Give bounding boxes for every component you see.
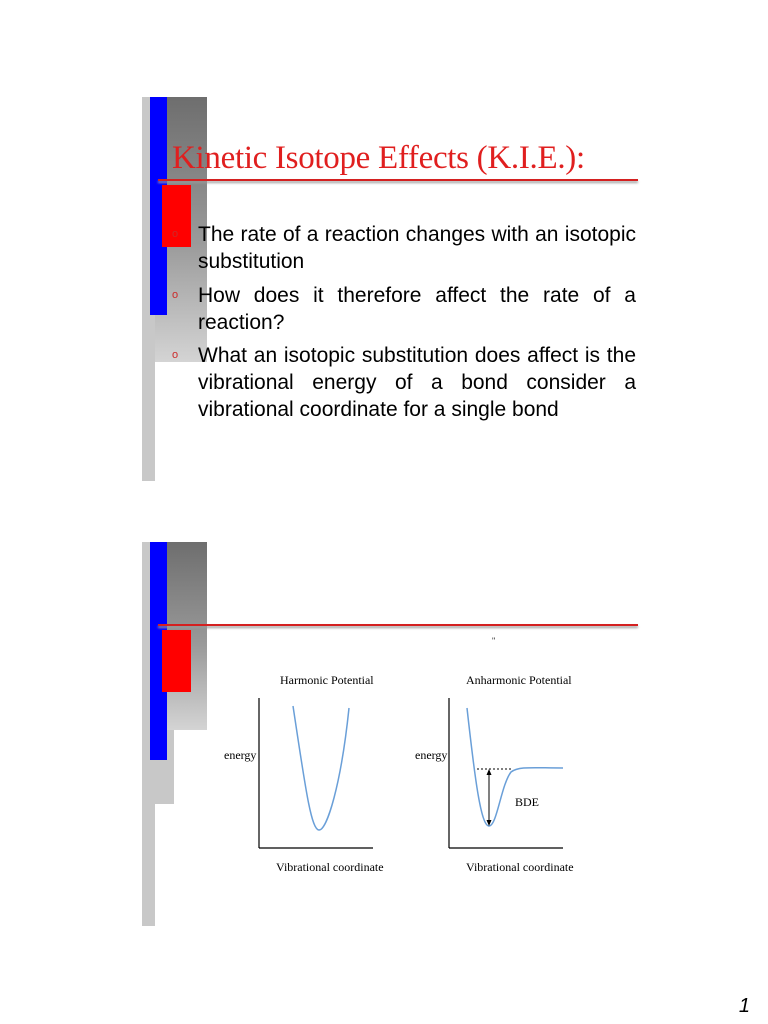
harmonic-title: Harmonic Potential — [280, 673, 374, 687]
bullet-marker: o — [172, 349, 179, 361]
anharmonic-curve — [467, 708, 563, 826]
harmonic-plot — [255, 690, 380, 855]
stray-mark: " — [492, 636, 496, 646]
bullet-text: The rate of a reaction changes with an isotopic substitution — [198, 223, 636, 273]
anharmonic-plot — [445, 690, 570, 855]
page-number: 1 — [738, 995, 750, 1017]
bullet-marker: o — [172, 289, 179, 301]
harmonic-ylabel: energy — [224, 748, 257, 762]
red-box — [162, 630, 191, 692]
bde-label: BDE — [515, 795, 539, 809]
bullet-text: What an isotopic substitution does affect is the vibrational energy of a bond consider a vibrational coordinate for a single bond — [198, 344, 636, 421]
title-rule — [158, 624, 638, 626]
anharmonic-ylabel: energy — [415, 748, 448, 762]
harmonic-xlabel: Vibrational coordinate — [276, 860, 384, 874]
bullet-marker: o — [172, 228, 179, 240]
slide-title: Kinetic Isotope Effects (K.I.E.): — [172, 140, 585, 176]
anharmonic-xlabel: Vibrational coordinate — [466, 860, 574, 874]
anharmonic-title: Anharmonic Potential — [466, 673, 572, 687]
harmonic-curve — [293, 706, 349, 830]
bde-arrow-head-top — [487, 769, 492, 775]
bullet-text: How does it therefore affect the rate of a reaction? — [198, 284, 636, 334]
